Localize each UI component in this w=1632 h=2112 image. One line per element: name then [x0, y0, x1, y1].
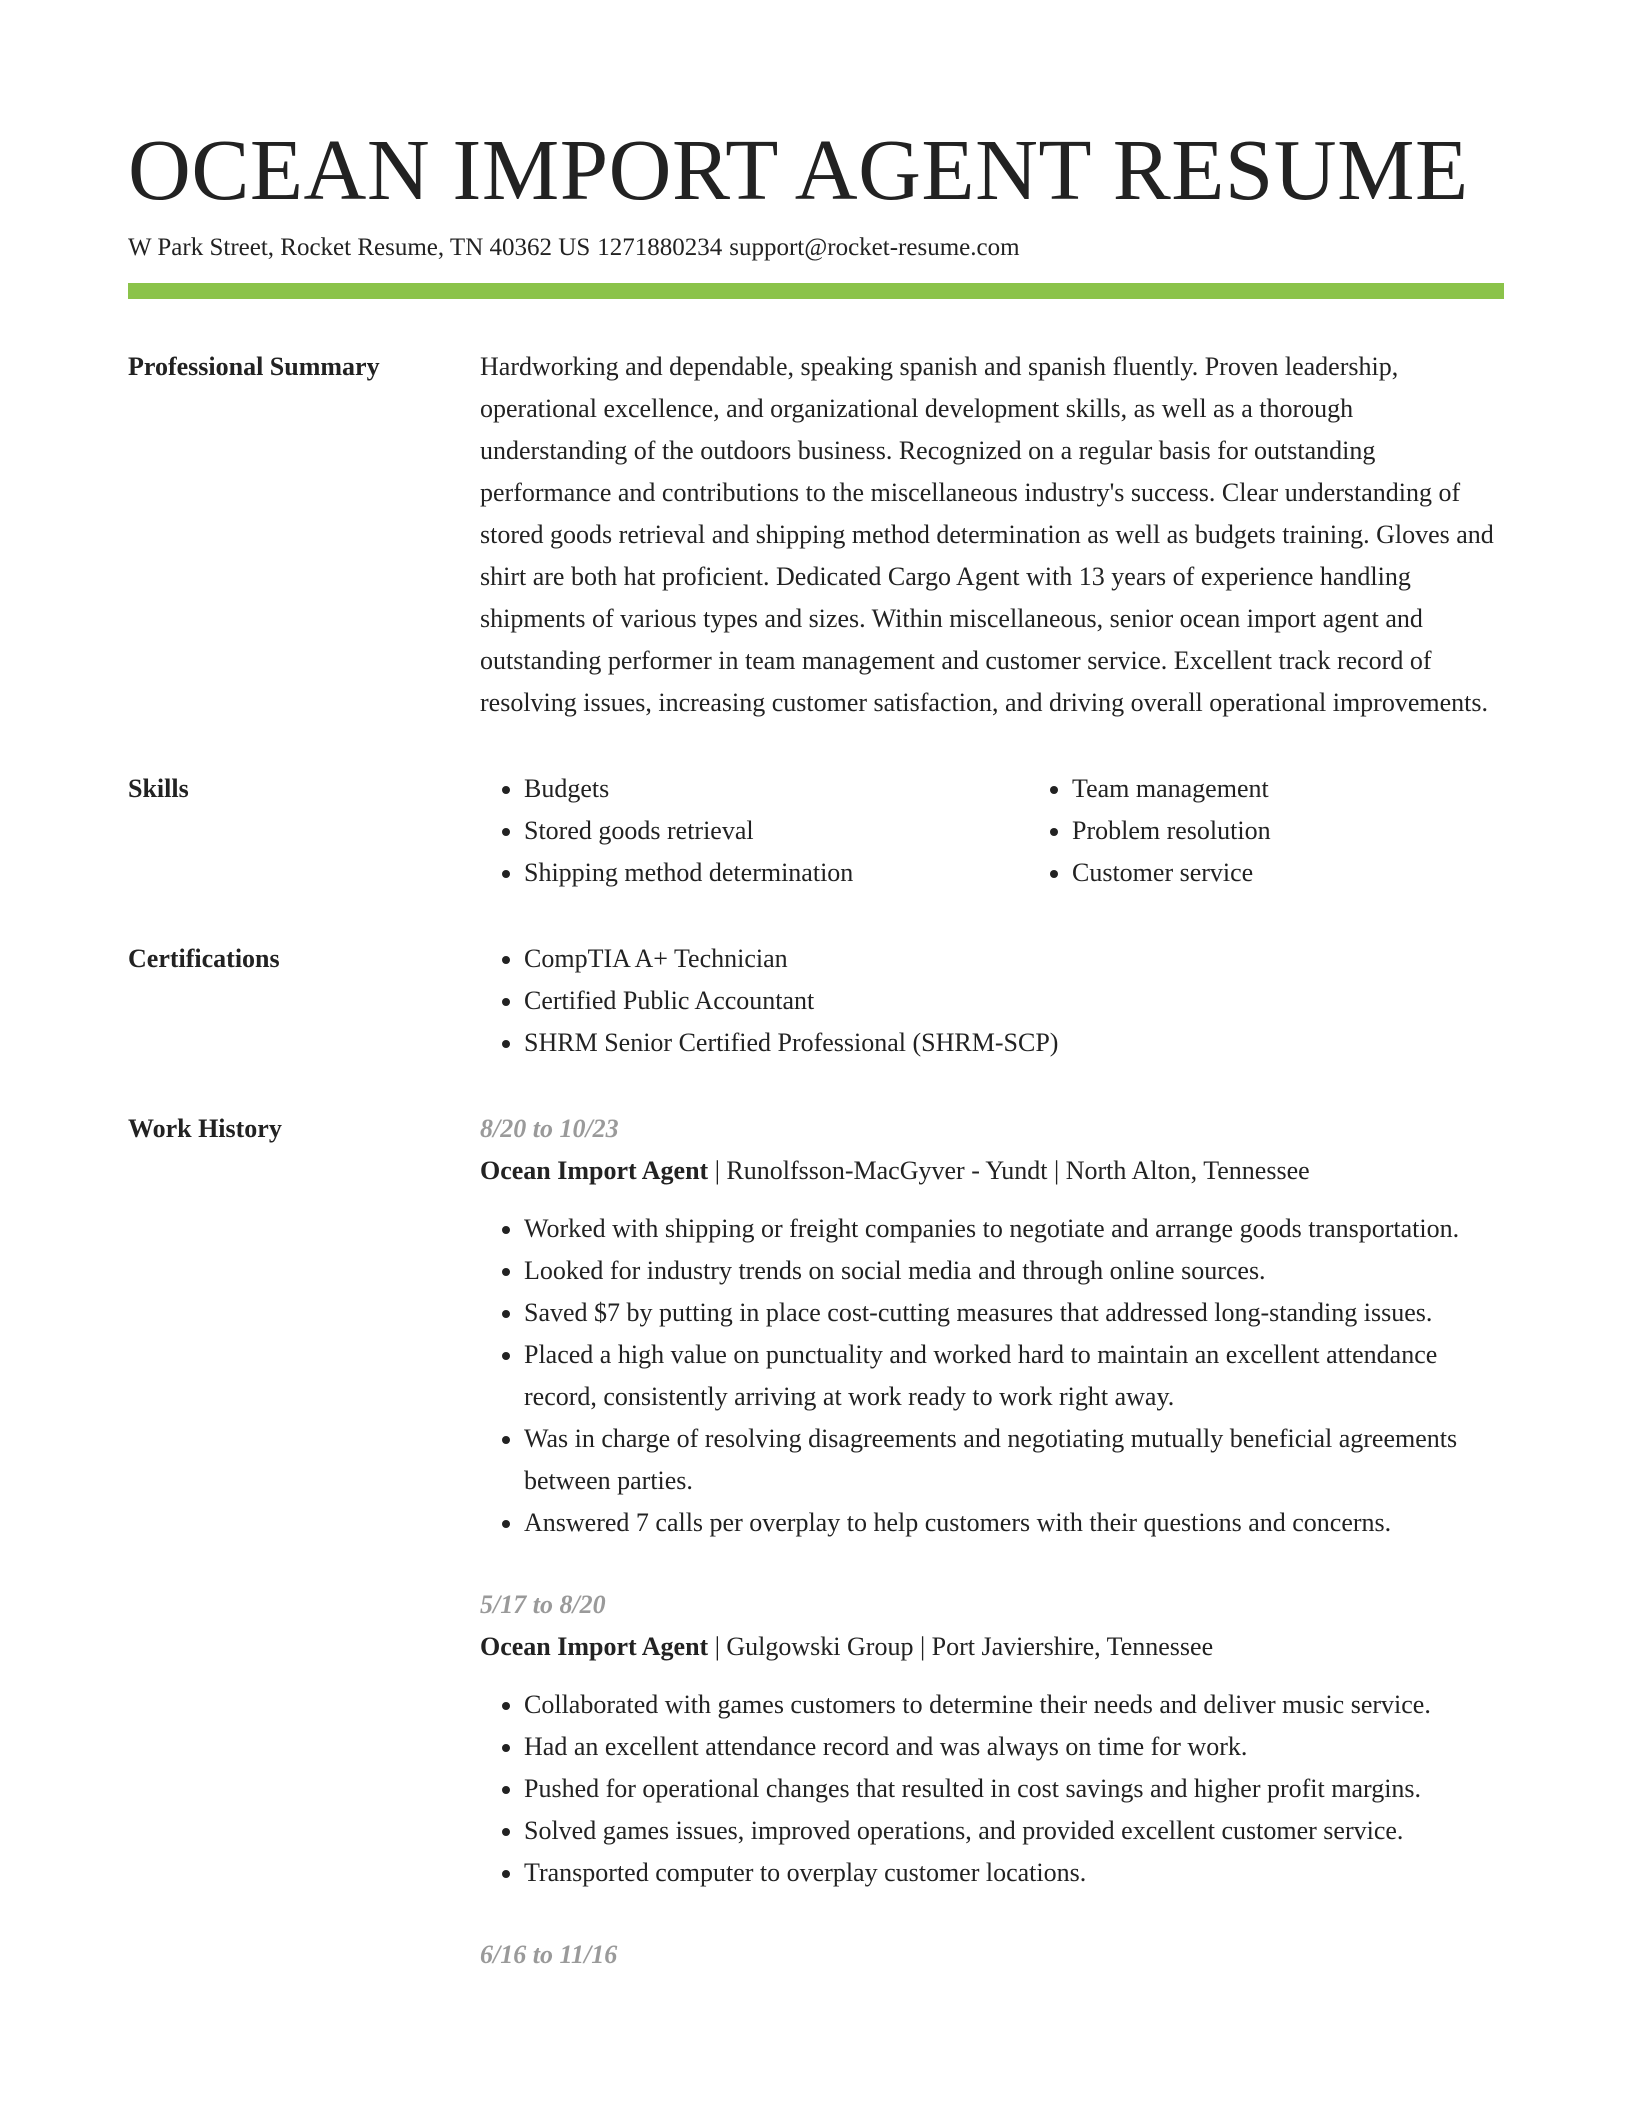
- summary-body: [480, 346, 1504, 724]
- contact-address: W Park Street, Rocket Resume, TN 40362 US: [128, 234, 591, 261]
- skill-item: • Problem resolution: [1072, 810, 1271, 852]
- job-bullet: • Looked for industry trends on social media and through online sources.: [524, 1250, 1504, 1292]
- job-bullets: [480, 1684, 1504, 1894]
- skill-item: • Budgets: [524, 768, 1028, 810]
- contact-email: support@rocket-resume.com: [729, 234, 1020, 261]
- job-bullets: [480, 1208, 1504, 1544]
- skills-grid: [480, 768, 1504, 894]
- skill-item: • Shipping method determination: [524, 852, 1028, 894]
- job-dates: 5/17 to 8/20: [480, 1590, 606, 1619]
- section-label-certifications: Certifications: [128, 944, 280, 973]
- job-bullet: • Placed a high value on punctuality and worked hard to maintain an excellent attendance record, consistently arriving at work ready to work right away.: [524, 1334, 1504, 1418]
- job-bullet: • Worked with shipping or freight companies to negotiate and arrange goods transportation.: [524, 1208, 1504, 1250]
- job-bullet: • Had an excellent attendance record and was always on time for work.: [524, 1726, 1504, 1768]
- skill-item: • Customer service: [1072, 852, 1271, 894]
- skill-item: • Stored goods retrieval: [524, 810, 1028, 852]
- job-dates: 6/16 to 11/16: [480, 1940, 618, 1969]
- section-work-history: [128, 1108, 1504, 1976]
- summary-text: Hardworking and dependable, speaking spanish and spanish fluently. Proven leadership, operational excellence, and organizational development skills, as well as a thorough understanding of the outdoors business. Recognized on a regular basis for outstanding performance and contributions to the miscellaneous industry's success. Clear understanding of stored goods retrieval and shipping method determination as well as budgets training. Gloves and shirt are both hat proficient. Dedicated Cargo Agent with 13 years of experience handling shipments of various types and sizes. Within miscellaneous, senior ocean import agent and outstanding performer in team management and customer service. Excellent track record of resolving issues, increasing customer satisfaction, and driving overall operational improvements.: [480, 352, 1494, 717]
- section-skills: [128, 768, 1504, 894]
- skill-item: • Team management: [1072, 768, 1271, 810]
- certification-item: • SHRM Senior Certified Professional (SHRM-SCP): [524, 1022, 1504, 1064]
- job-bullet: • Collaborated with games customers to determine their needs and deliver music service.: [524, 1684, 1504, 1726]
- resume-title: OCEAN IMPORT AGENT RESUME: [128, 121, 1469, 218]
- job-bullet: • Saved $7 by putting in place cost-cutting measures that addressed long-standing issues.: [524, 1292, 1504, 1334]
- job-bullet: • Transported computer to overplay customer locations.: [524, 1852, 1504, 1894]
- work-history-body: [480, 1108, 1504, 1976]
- job-heading: [480, 1626, 1504, 1668]
- job-company-location: | Runolfsson-MacGyver - Yundt | North Alton, Tennessee: [708, 1156, 1310, 1185]
- certification-item: • Certified Public Accountant: [524, 980, 1504, 1022]
- job-company-location: | Gulgowski Group | Port Javiershire, Tennessee: [708, 1632, 1214, 1661]
- contact-phone: 1271880234: [597, 234, 723, 261]
- section-summary: [128, 346, 1504, 724]
- job-bullet: • Pushed for operational changes that resulted in cost savings and higher profit margins.: [524, 1768, 1504, 1810]
- contact-line: [128, 230, 1504, 266]
- certifications-body: [480, 938, 1504, 1064]
- job-title: Ocean Import Agent: [480, 1156, 709, 1185]
- accent-divider: [128, 283, 1504, 299]
- job-title: Ocean Import Agent: [480, 1632, 709, 1661]
- section-label-work-history: Work History: [128, 1114, 282, 1143]
- section-label-summary: Professional Summary: [128, 352, 380, 381]
- resume-page: [128, 118, 1504, 1976]
- job-entry: [480, 1108, 1504, 1544]
- job-bullet: • Answered 7 calls per overplay to help customers with their questions and concerns.: [524, 1502, 1504, 1544]
- job-heading: [480, 1150, 1504, 1192]
- job-dates: 8/20 to 10/23: [480, 1114, 619, 1143]
- job-entry: [480, 1934, 1504, 1976]
- skills-list-right: [1028, 768, 1271, 894]
- certification-item: • CompTIA A+ Technician: [524, 938, 1504, 980]
- job-bullet: • Solved games issues, improved operations, and provided excellent customer service.: [524, 1810, 1504, 1852]
- job-entry: [480, 1584, 1504, 1894]
- job-bullet: • Was in charge of resolving disagreements and negotiating mutually beneficial agreements between parties.: [524, 1418, 1504, 1502]
- section-certifications: [128, 938, 1504, 1064]
- section-label-skills: Skills: [128, 774, 189, 803]
- certifications-list: [480, 938, 1504, 1064]
- skills-list-left: [480, 768, 1028, 894]
